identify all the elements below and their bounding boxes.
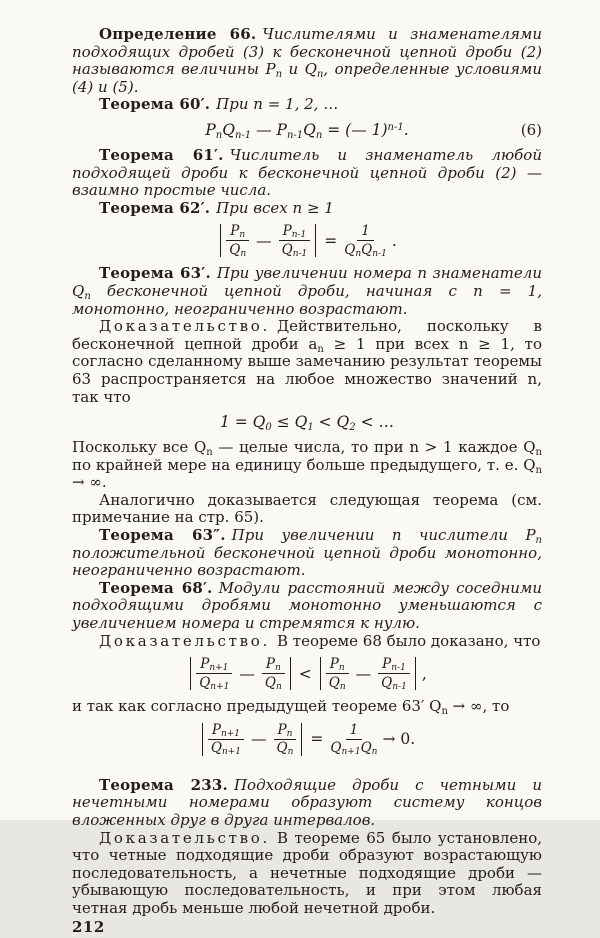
- equation-end: ,: [421, 664, 427, 683]
- equation-6-body: $P_nQ_{n-1}$ — $P_{n-1}Q_n$ = (— 1)$^{n-1}$.: [205, 120, 409, 141]
- theorem-61: [72, 147, 542, 200]
- fraction: [208, 723, 244, 756]
- proof-2-text: В теореме 68 было доказано, что: [276, 631, 541, 650]
- fraction-denominator: $Q_n$: [276, 740, 294, 758]
- paragraph-since-text: и так как согласно предыдущей теореме 63′ $Q_n$ → ∞, то: [72, 697, 510, 718]
- minus-operator: —: [239, 664, 255, 683]
- fraction: [196, 657, 232, 690]
- equation-68-inequality-body: [187, 657, 427, 690]
- equation-q-chain: [72, 413, 542, 434]
- abs-bar: [290, 657, 291, 690]
- fraction: [226, 224, 249, 257]
- equation-62-body: [217, 224, 397, 257]
- minus-operator: —: [256, 231, 272, 250]
- theorem-61-text: Числитель и знаменатель любой подходящей дроби к бесконечной цепной дроби (2) — взаимно простые числа.: [72, 145, 542, 200]
- equation-end: .: [391, 231, 397, 250]
- equation-68-limit: [72, 723, 542, 756]
- proof-3-text: В теореме 65 было установлено, что четные подходящие дроби образуют возрастающую последовательность, а нечетные подходящие дроби — убывающую последовательность, и при этом любая четная дробь меньше любой нечетной дроби.: [72, 828, 542, 917]
- fraction-denominator: $Q_n$: [229, 241, 247, 259]
- theorem-60: [72, 96, 542, 114]
- equals-operator: =: [310, 730, 324, 749]
- fraction-numerator: $P_n$: [262, 657, 285, 674]
- theorem-63-label: Теорема 63′.: [99, 264, 211, 283]
- paragraph-analogous-text: Аналогично доказывается следующая теорема (см. примечание на стр. 65).: [72, 490, 542, 527]
- fraction-denominator: $Q_n$: [264, 674, 282, 692]
- fraction-denominator: $Q_{n-1}$: [281, 241, 308, 259]
- fraction: [326, 657, 349, 690]
- fraction-numerator: $P_{n-1}$: [279, 224, 311, 241]
- equation-68-limit-body: [199, 723, 415, 756]
- fraction-denominator: $Q_{n+1}Q_n$: [330, 740, 378, 758]
- minus-operator: —: [355, 664, 372, 683]
- equation-6-number: (6): [520, 120, 542, 139]
- theorem-62-label: Теорема 62′.: [99, 198, 211, 217]
- theorem-68-label: Теорема 68′.: [99, 578, 213, 597]
- equals-operator: =: [324, 231, 338, 250]
- abs-bar: [315, 224, 316, 257]
- fraction-numerator: $P_n$: [326, 657, 349, 674]
- paragraph-since: [72, 698, 542, 716]
- abs-bar: [301, 723, 302, 756]
- theorem-62: [72, 200, 542, 218]
- proof-3: [72, 830, 542, 918]
- abs-bar: [202, 723, 203, 756]
- definition-66-label: Определение 66.: [99, 25, 257, 43]
- fraction: [378, 657, 410, 690]
- less-than-operator: <: [298, 664, 312, 683]
- proof-2: [72, 633, 542, 651]
- proof-1-label: Доказательство.: [99, 317, 270, 336]
- fraction: [262, 657, 285, 690]
- fraction-numerator: 1: [346, 723, 363, 740]
- fraction-denominator: $Q_nQ_{n-1}$: [344, 241, 387, 259]
- abs-bar: [320, 657, 321, 690]
- fraction-denominator: $Q_{n+1}$: [199, 674, 230, 692]
- theorem-68-text: Модули расстояний между соседними подходящими дробями монотонно уменьшаются с увеличением номера и стремятся к нулю.: [72, 578, 542, 633]
- equation-q-chain-body: $1 = Q_0 \le Q_1 < Q_2$ < …: [219, 413, 394, 434]
- theorem-63-double-prime-text: При увеличении n числители $P_n$ положительной бесконечной цепной дроби монотонно, неограниченно возрастают.: [72, 526, 542, 580]
- equation-6: [72, 121, 542, 139]
- abs-bar: [415, 657, 416, 690]
- theorem-68: [72, 580, 542, 633]
- fraction-numerator: $P_{n+1}$: [208, 723, 244, 740]
- proof-1: [72, 318, 542, 406]
- fraction-numerator: $P_n$: [226, 224, 249, 241]
- fraction-numerator: $P_{n+1}$: [196, 657, 232, 674]
- abs-bar: [190, 657, 191, 690]
- theorem-62-text: При всех n ≥ 1: [216, 198, 334, 217]
- theorem-63-double-prime-label: Теорема 63″.: [99, 526, 226, 545]
- theorem-60-label: Теорема 60′.: [99, 95, 211, 114]
- theorem-61-label: Теорема 61′.: [99, 145, 224, 164]
- fraction: [274, 723, 297, 756]
- paragraph-qn-integers: [72, 439, 542, 492]
- theorem-233: [72, 777, 542, 830]
- proof-1-text: Действительно, поскольку в бесконечной цепной дроби $a_n \ge 1$ при всех n ≥ 1, то согласно сделанному выше замечанию результат теоремы 63 распространяется на любое множество значений n, так что: [72, 317, 542, 406]
- page-number: 212: [72, 917, 105, 936]
- equation-62: [72, 224, 542, 257]
- theorem-60-text: При n = 1, 2, …: [216, 95, 339, 114]
- theorem-233-text: Подходящие дроби с четными и нечетными номерами образуют систему концов вложенных друг в друга интервалов.: [72, 775, 542, 829]
- fraction-denominator: $Q_{n+1}$: [210, 740, 241, 758]
- fraction: [279, 224, 311, 257]
- limit-arrow: → 0.: [382, 730, 416, 749]
- fraction-numerator: 1: [357, 224, 374, 241]
- fraction-denominator: $Q_{n-1}$: [381, 674, 407, 692]
- fraction-denominator: $Q_n$: [328, 674, 346, 692]
- theorem-233-label: Теорема 233.: [99, 775, 228, 794]
- proof-3-label: Доказательство.: [99, 828, 270, 847]
- fraction: [344, 224, 387, 257]
- minus-operator: —: [251, 730, 267, 749]
- fraction-numerator: $P_{n-1}$: [378, 657, 410, 674]
- abs-bar: [220, 224, 221, 257]
- fraction: [330, 723, 377, 756]
- fraction-numerator: $P_n$: [274, 723, 297, 740]
- equation-68-inequality: [72, 657, 542, 690]
- theorem-63: [72, 265, 542, 318]
- paragraph-analogous: [72, 492, 542, 527]
- definition-66: [72, 26, 542, 96]
- theorem-63-text: При увеличении номера n знаменатели $Q_n$ бесконечной цепной дроби, начиная с n = 1, монотонно, неограниченно возрастают.: [72, 264, 542, 318]
- proof-2-label: Доказательство.: [99, 631, 270, 650]
- theorem-63-double-prime: [72, 527, 542, 580]
- paragraph-qn-integers-text: Поскольку все $Q_n$ — целые числа, то при n > 1 каждое $Q_n$ по крайней мере на единицу больше предыдущего, т. е. $Q_n$ → ∞.: [72, 438, 542, 492]
- definition-66-text: Числителями и знаменателями подходящих дробей (3) к бесконечной цепной дроби (2) называются величины $P_n$ и $Q_n$, определенные условиями (4) и (5).: [72, 25, 542, 96]
